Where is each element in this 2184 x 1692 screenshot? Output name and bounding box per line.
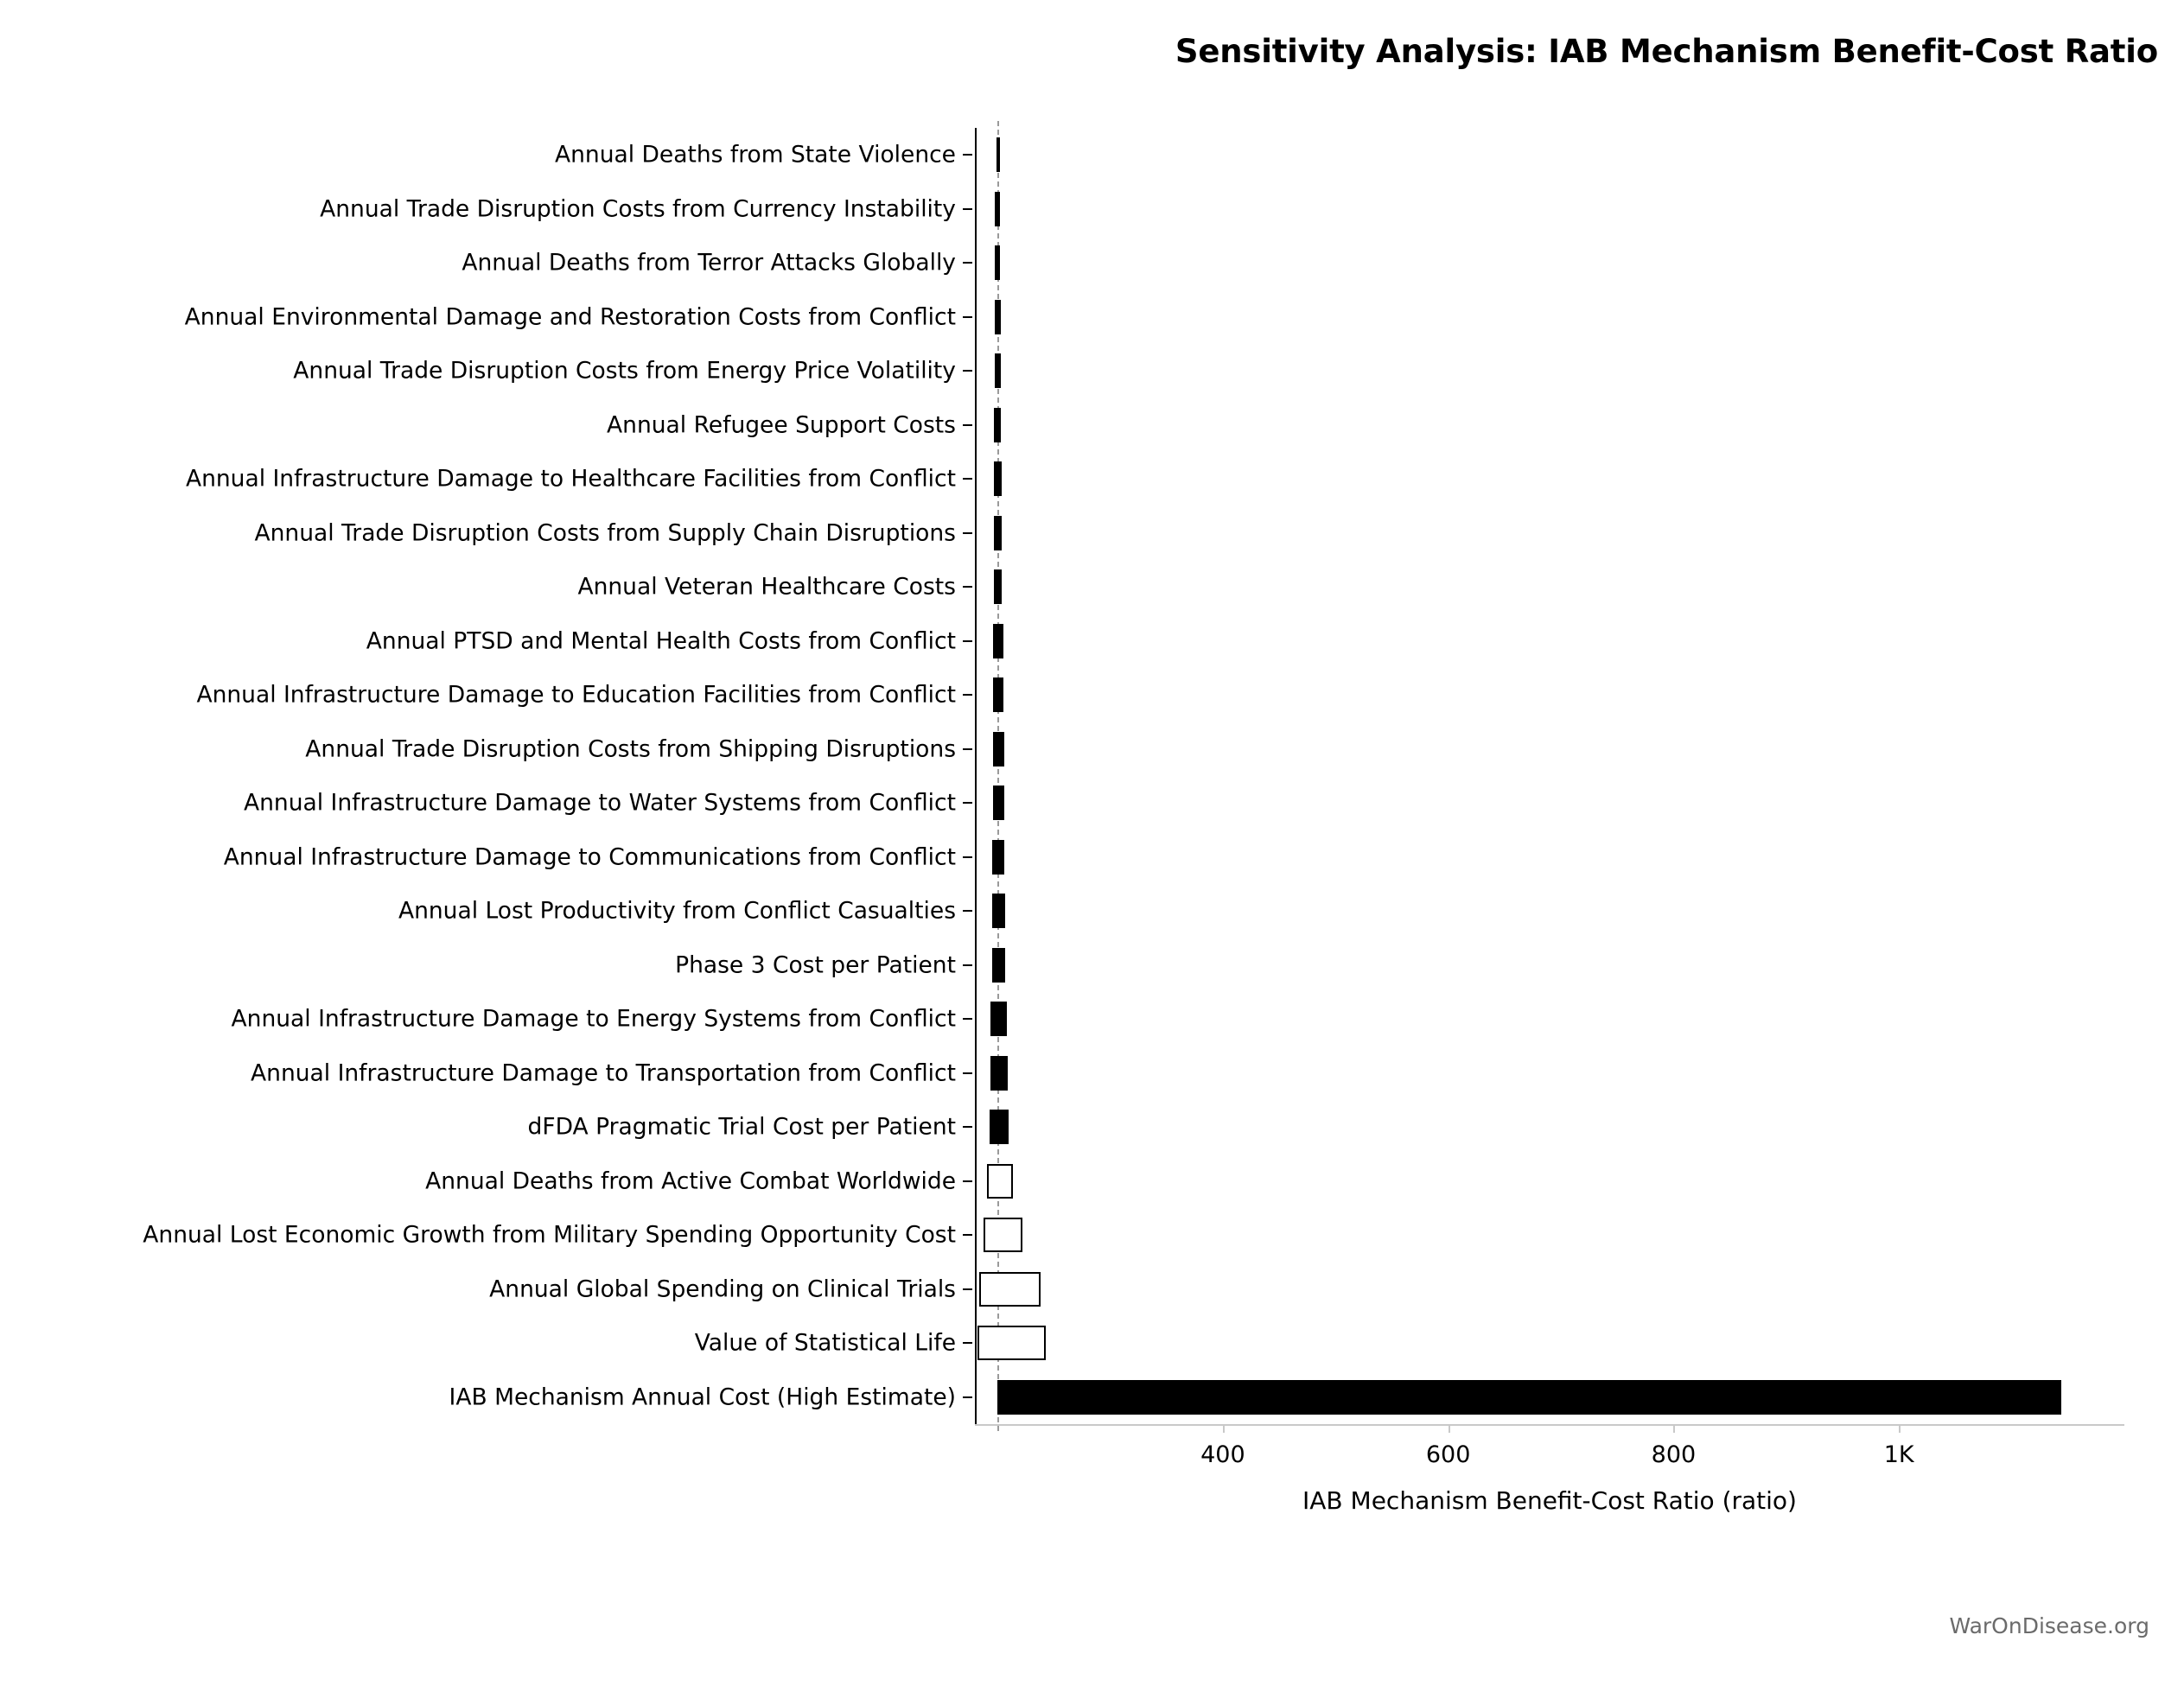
- bar: [994, 461, 1002, 496]
- y-tick-mark: [963, 1180, 972, 1182]
- bar: [994, 408, 1001, 442]
- y-tick-label: Annual Infrastructure Damage to Education Facilities from Conflict: [196, 681, 956, 709]
- y-tick-mark: [963, 1234, 972, 1236]
- y-tick-label: Annual Deaths from Active Combat Worldwide: [425, 1167, 956, 1195]
- bar: [984, 1218, 1022, 1252]
- y-tick-label: dFDA Pragmatic Trial Cost per Patient: [527, 1113, 956, 1141]
- y-tick-mark: [963, 424, 972, 426]
- bar: [987, 1164, 1013, 1199]
- bar: [995, 300, 1001, 334]
- x-tick-mark: [1899, 1424, 1901, 1433]
- bar: [990, 1110, 1009, 1144]
- y-tick-mark: [963, 1342, 972, 1344]
- y-tick-label: Annual Infrastructure Damage to Transportation from Conflict: [251, 1059, 956, 1087]
- table-row: [320, 182, 2124, 237]
- y-tick-mark: [963, 748, 972, 750]
- x-axis-spine: [975, 1424, 2124, 1426]
- y-tick-label: Annual Infrastructure Damage to Healthcare Facilities from Conflict: [185, 465, 956, 493]
- y-tick-label: Annual Refugee Support Costs: [607, 411, 956, 439]
- x-tick-label: 400: [1200, 1441, 1245, 1468]
- table-row: [366, 614, 2124, 669]
- y-tick-label: Annual Infrastructure Damage to Energy Systems from Conflict: [231, 1005, 956, 1033]
- table-row: [231, 992, 2124, 1046]
- bar: [995, 192, 999, 226]
- y-tick-label: Annual Infrastructure Damage to Communications from Conflict: [223, 843, 956, 871]
- table-row: [196, 668, 2124, 722]
- y-tick-label: Annual Trade Disruption Costs from Shipping Disruptions: [305, 735, 956, 763]
- bar: [992, 894, 1006, 928]
- x-tick-mark: [1449, 1424, 1450, 1433]
- y-tick-mark: [963, 1396, 972, 1398]
- y-tick-label: Annual Trade Disruption Costs from Currency Instability: [320, 195, 956, 223]
- table-row: [675, 938, 2124, 993]
- bar: [992, 948, 1006, 983]
- y-tick-mark: [963, 964, 972, 966]
- y-tick-mark: [963, 856, 972, 858]
- y-tick-mark: [963, 586, 972, 588]
- bar: [995, 245, 999, 280]
- table-row: [425, 1155, 2124, 1209]
- bar: [993, 786, 1004, 820]
- y-tick-label: Annual Environmental Damage and Restoration Costs from Conflict: [184, 303, 956, 331]
- bar: [997, 1380, 2061, 1415]
- y-tick-mark: [963, 316, 972, 318]
- x-tick-label: 600: [1425, 1441, 1471, 1468]
- table-row: [254, 506, 2124, 561]
- bar: [992, 840, 1004, 875]
- y-tick-label: Phase 3 Cost per Patient: [675, 951, 956, 979]
- plot-area: [143, 128, 2124, 1515]
- bar: [993, 624, 1003, 658]
- y-tick-mark: [963, 262, 972, 264]
- bar: [979, 1272, 1040, 1307]
- y-tick-label: Annual Veteran Healthcare Costs: [577, 573, 956, 601]
- x-axis-label: IAB Mechanism Benefit-Cost Ratio (ratio): [1302, 1486, 1797, 1515]
- table-row: [244, 776, 2124, 830]
- y-tick-label: Annual Deaths from State Violence: [554, 141, 956, 169]
- x-tick-mark: [1223, 1424, 1225, 1433]
- y-tick-mark: [963, 910, 972, 912]
- table-row: [449, 1371, 2124, 1425]
- x-tick-label: 1K: [1883, 1441, 1914, 1468]
- y-tick-label: Annual Trade Disruption Costs from Supply Chain Disruptions: [254, 519, 956, 547]
- y-tick-mark: [963, 532, 972, 534]
- y-tick-label: Annual Deaths from Terror Attacks Globally: [462, 249, 956, 277]
- y-tick-label: Annual Lost Productivity from Conflict Casualties: [398, 897, 956, 925]
- bar: [990, 1056, 1008, 1091]
- y-tick-label: Annual Infrastructure Damage to Water Systems from Conflict: [244, 789, 956, 817]
- y-tick-mark: [963, 154, 972, 156]
- table-row: [489, 1263, 2124, 1317]
- y-tick-label: Annual Trade Disruption Costs from Energy Price Volatility: [293, 357, 956, 385]
- table-row: [398, 884, 2124, 938]
- y-tick-mark: [963, 478, 972, 480]
- y-tick-mark: [963, 1018, 972, 1020]
- bar: [993, 677, 1003, 712]
- bar: [993, 732, 1004, 766]
- y-tick-mark: [963, 694, 972, 696]
- y-tick-mark: [963, 802, 972, 804]
- table-row: [223, 830, 2124, 885]
- bar: [977, 1326, 1047, 1360]
- y-tick-mark: [963, 1126, 972, 1128]
- y-tick-mark: [963, 640, 972, 642]
- y-tick-label: Annual Lost Economic Growth from Military Spending Opportunity Cost: [143, 1221, 956, 1249]
- table-row: [293, 344, 2124, 398]
- y-tick-mark: [963, 1072, 972, 1074]
- bar: [994, 569, 1002, 604]
- x-tick-mark: [1673, 1424, 1675, 1433]
- table-row: [462, 236, 2124, 290]
- table-row: [527, 1100, 2124, 1155]
- y-tick-mark: [963, 1288, 972, 1290]
- table-row: [143, 1208, 2124, 1263]
- table-row: [554, 128, 2124, 182]
- footer-credit: WarOnDisease.org: [1949, 1613, 2149, 1638]
- y-tick-label: Annual PTSD and Mental Health Costs from Conflict: [366, 627, 956, 655]
- x-tick-label: 800: [1651, 1441, 1697, 1468]
- bar: [995, 353, 1001, 388]
- table-row: [305, 722, 2124, 777]
- table-row: [185, 452, 2124, 506]
- table-row: [607, 398, 2124, 453]
- table-row: [184, 290, 2124, 345]
- bar: [996, 137, 1000, 172]
- table-row: [577, 560, 2124, 614]
- bar: [990, 1002, 1006, 1036]
- y-tick-label: Annual Global Spending on Clinical Trials: [489, 1275, 956, 1303]
- y-tick-mark: [963, 208, 972, 210]
- y-tick-label: Value of Statistical Life: [694, 1329, 956, 1357]
- chart-title: Sensitivity Analysis: IAB Mechanism Benefit-Cost Ratio: [1175, 33, 2158, 70]
- y-tick-mark: [963, 370, 972, 372]
- bar: [994, 516, 1002, 550]
- table-row: [251, 1046, 2124, 1101]
- y-tick-label: IAB Mechanism Annual Cost (High Estimate): [449, 1383, 956, 1411]
- table-row: [694, 1316, 2124, 1371]
